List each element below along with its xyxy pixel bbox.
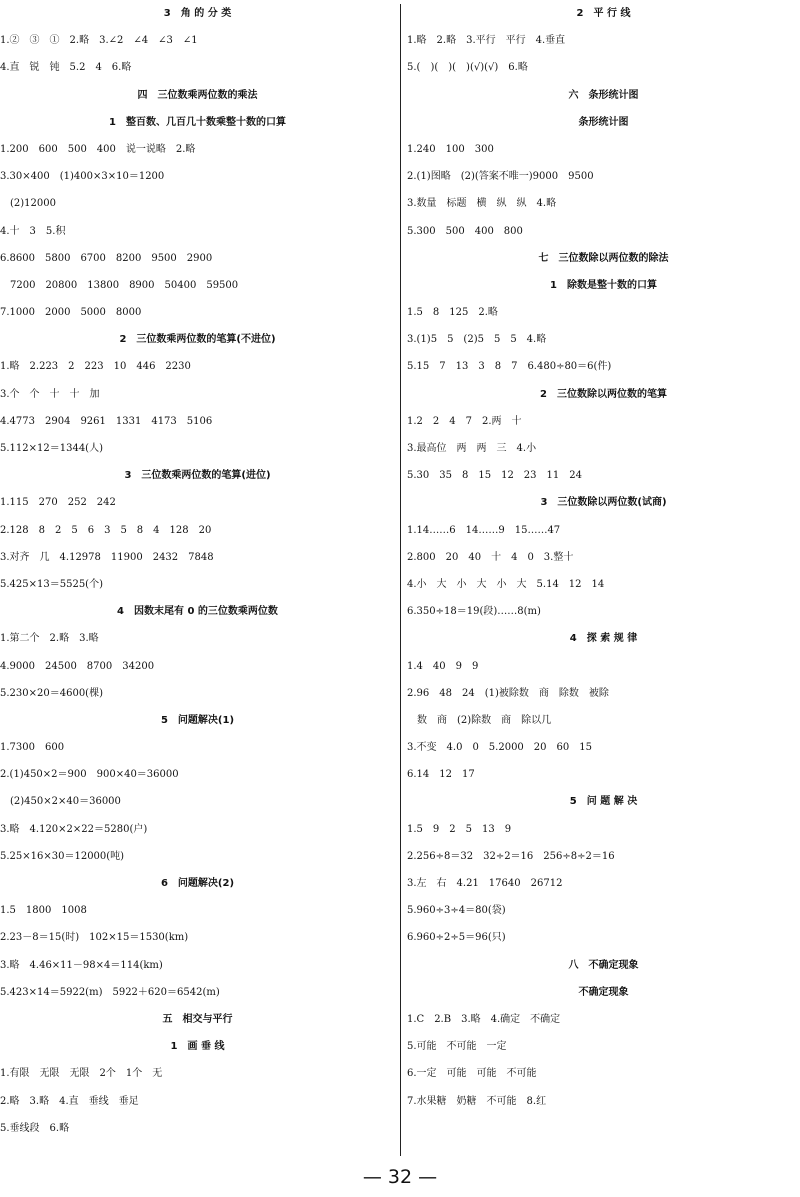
answer-line: 4.直 锐 钝 5.2 4 6.略 (0, 62, 132, 74)
answer-line: 1.200 600 500 400 说一说略 2.略 (0, 143, 196, 155)
answer-line: 1.5 1800 1008 (0, 905, 87, 917)
section-heading: 2 平 行 线 (576, 8, 631, 19)
section-heading: 4 因数末尾有 0 的三位数乘两位数 (117, 606, 278, 618)
left-column (0, 0, 395, 1142)
answer-line: 2.(1)图略 (2)(答案不唯一)9000 9500 (407, 171, 594, 183)
section-heading: 3 三位数除以两位数(试商) (540, 497, 667, 509)
answer-line: 3.对齐 几 4.12978 11900 2432 7848 (0, 551, 214, 563)
answer-line: 3.略 4.46×11－98×4＝114(km) (0, 959, 163, 971)
answer-line: 2.800 20 40 十 4 0 3.整十 (407, 551, 574, 563)
section-heading: 4 探 索 规 律 (569, 633, 638, 645)
answer-line: 5.960÷3÷4＝80(袋) (407, 905, 506, 917)
answer-line: 1.4 40 9 9 (407, 660, 479, 672)
answer-line: 2.256÷8＝32 32÷2＝16 256÷8÷2＝16 (407, 850, 615, 862)
answer-line: 2.96 48 24 (1)被除数 商 除数 被除 (407, 687, 609, 699)
answer-line: 3.左 右 4.21 17640 26712 (407, 878, 563, 889)
chapter-heading: 五 相交与平行 (162, 1013, 233, 1025)
answer-line: 3.30×400 (1)400×3×10＝1200 (0, 171, 165, 183)
answer-line: 1.第二个 2.略 3.略 (0, 633, 99, 645)
answer-line: 5.垂线段 6.略 (0, 1122, 70, 1134)
answer-line: 2.23－8＝15(时) 102×15＝1530(km) (0, 932, 189, 944)
answer-line: 1.2 2 4 7 2.两 十 (407, 415, 522, 427)
answer-line: 3.个 个 十 十 加 (0, 388, 100, 400)
answer-line: 3.不变 4.0 0 5.2000 20 60 15 (407, 742, 592, 754)
answer-line: 1.② ③ ① 2.略 3.∠2 ∠4 ∠3 ∠1 (0, 35, 198, 47)
section-heading: 5 问 题 解 决 (569, 796, 638, 808)
section-heading: 2 三位数除以两位数的笔算 (540, 388, 667, 400)
chapter-heading: 七 三位数除以两位数的除法 (538, 252, 669, 264)
answer-line: 2.略 3.略 4.直 垂线 垂足 (0, 1095, 139, 1107)
answer-line: 5.300 500 400 800 (407, 225, 523, 237)
answer-line: 5.可能 不可能 一定 (407, 1041, 507, 1053)
answer-line: 2.(1)450×2＝900 900×40＝36000 (0, 769, 179, 781)
answer-line: 3.(1)5 5 (2)5 5 5 4.略 (407, 334, 547, 346)
chapter-heading: 八 不确定现象 (568, 959, 639, 971)
answer-line: 5.25×16×30＝12000(吨) (0, 850, 125, 862)
answer-line: 5.112×12＝1344(人) (0, 443, 103, 454)
section-heading: 1 整百数、几百几十数乘整十数的口算 (109, 116, 286, 128)
section-heading: 3 三位数乘两位数的笔算(进位) (124, 470, 271, 482)
answer-line: 3.数量 标题 横 纵 纵 4.略 (407, 198, 557, 210)
answer-line: 5.15 7 13 3 8 7 6.480÷80＝6(件) (407, 361, 612, 373)
answer-line: 1.有限 无限 无限 2个 1个 无 (0, 1068, 163, 1080)
answer-line: 2.128 8 2 5 6 3 5 8 4 128 20 (0, 524, 212, 536)
page-number: — 32 — (362, 1166, 438, 1188)
answer-line: 1.240 100 300 (407, 143, 494, 155)
answer-line: 3.略 4.120×2×22＝5280(户) (0, 823, 148, 835)
answer-line: 1.略 2.略 3.平行 平行 4.垂直 (407, 35, 566, 47)
answer-line: 1.略 2.223 2 223 10 446 2230 (0, 361, 191, 373)
answer-line: 1.5 8 125 2.略 (407, 307, 498, 319)
section-heading: 1 除数是整十数的口算 (550, 279, 657, 291)
answer-line: 5.423×14＝5922(m) 5922＋620＝6542(m) (0, 986, 220, 998)
answer-line: 5.230×20＝4600(棵) (0, 687, 103, 699)
answer-line: (2)12000 (0, 198, 56, 210)
section-heading: 2 三位数乘两位数的笔算(不进位) (119, 334, 276, 346)
answer-line: (2)450×2×40＝36000 (0, 796, 121, 808)
answer-line: 5.425×13＝5525(个) (0, 578, 103, 590)
section-heading: 3 角 的 分 类 (163, 8, 232, 19)
section-heading: 不确定现象 (578, 986, 629, 998)
section-heading: 6 问题解决(2) (160, 878, 235, 889)
answer-line: 4.9000 24500 8700 34200 (0, 660, 155, 672)
answer-line: 3.最高位 两 两 三 4.小 (407, 443, 537, 454)
answer-line: 4.十 3 5.积 (0, 225, 66, 237)
answer-line: 5.( )( )( )(√)(√) 6.略 (407, 62, 528, 74)
right-column (407, 0, 800, 1115)
section-heading: 条形统计图 (578, 116, 629, 128)
answer-line: 7200 20800 13800 8900 50400 59500 (0, 279, 239, 291)
answer-line: 4.小 大 小 大 小 大 5.14 12 14 (407, 578, 605, 590)
answer-line: 7.1000 2000 5000 8000 (0, 307, 142, 319)
answer-line: 7.水果糖 奶糖 不可能 8.红 (407, 1095, 547, 1107)
section-heading: 5 问题解决(1) (160, 714, 235, 726)
answer-line: 1.C 2.B 3.略 4.确定 不确定 (407, 1013, 561, 1025)
chapter-heading: 四 三位数乘两位数的乘法 (137, 89, 258, 101)
chapter-heading: 六 条形统计图 (568, 89, 639, 101)
answer-line: 1.115 270 252 242 (0, 497, 116, 509)
answer-line: 4.4773 2904 9261 1331 4173 5106 (0, 415, 213, 427)
answer-line: 5.30 35 8 15 12 23 11 24 (407, 470, 582, 482)
section-heading: 1 画 垂 线 (170, 1041, 225, 1053)
answer-line: 1.7300 600 (0, 742, 65, 754)
answer-line: 1.5 9 2 5 13 9 (407, 823, 512, 835)
answer-line: 1.14……6 14……9 15……47 (407, 524, 561, 536)
answer-line: 6.8600 5800 6700 8200 9500 2900 (0, 252, 213, 264)
answer-line: 6.350÷18＝19(段)……8(m) (407, 606, 541, 618)
answer-line: 6.14 12 17 (407, 769, 475, 781)
column-divider (400, 4, 401, 1156)
answer-line: 6.960÷2÷5＝96(只) (407, 932, 506, 944)
answer-line: 6.一定 可能 可能 不可能 (407, 1068, 537, 1080)
answer-line: 数 商 (2)除数 商 除以几 (407, 714, 552, 726)
